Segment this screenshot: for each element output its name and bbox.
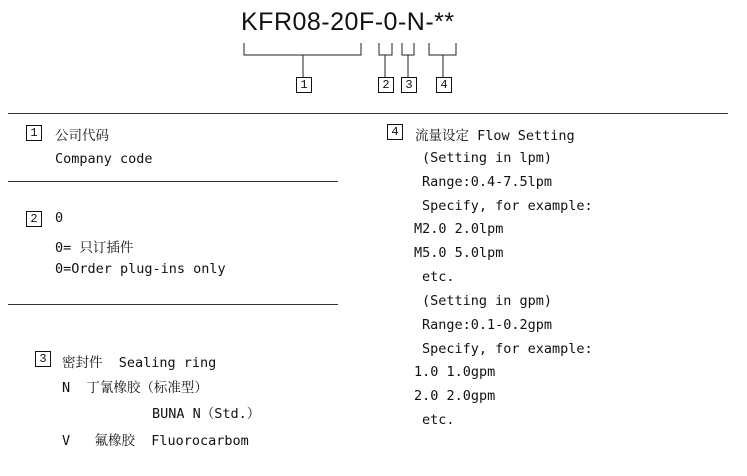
divider-2 bbox=[8, 304, 338, 305]
section3-number: 3 bbox=[35, 351, 51, 367]
section4-line: etc. bbox=[422, 269, 455, 285]
section4-line: Range:0.1-0.2gpm bbox=[422, 317, 553, 333]
section2-number: 2 bbox=[26, 211, 42, 227]
bracket-4 bbox=[429, 43, 456, 55]
segment-label-2: 2 bbox=[378, 77, 394, 93]
section4-line: Specify, for example: bbox=[422, 198, 593, 214]
section3-line: V 氟橡胶 Fluorocarbom bbox=[62, 433, 249, 449]
section4-line: etc. bbox=[422, 412, 455, 428]
section3-line: N 丁氰橡胶（标准型） bbox=[62, 380, 208, 396]
bracket-2 bbox=[379, 43, 392, 55]
section2-line: 0=Order plug-ins only bbox=[55, 261, 226, 277]
section4-line: 1.0 1.0gpm bbox=[414, 364, 496, 380]
bracket-3 bbox=[402, 43, 414, 55]
section3-line: BUNA N（Std.） bbox=[152, 406, 261, 422]
section4-line: Specify, for example: bbox=[422, 341, 593, 357]
section4-number: 4 bbox=[387, 124, 403, 140]
section4-line: M2.0 2.0lpm bbox=[414, 221, 504, 237]
section1-title: 公司代码 bbox=[55, 128, 109, 144]
section4-line: Range:0.4-7.5lpm bbox=[422, 174, 553, 190]
section1-number: 1 bbox=[26, 125, 42, 141]
bracket-1 bbox=[244, 43, 361, 55]
section1-text: Company code bbox=[55, 151, 153, 167]
section4-line: 2.0 2.0gpm bbox=[414, 388, 496, 404]
model-code: KFR08-20F-0-N-** bbox=[241, 8, 455, 36]
section2-line: 0= 只订插件 bbox=[55, 240, 134, 256]
section4-line: (Setting in gpm) bbox=[422, 293, 553, 309]
section2-title: 0 bbox=[55, 210, 64, 226]
section3-title: 密封件 Sealing ring bbox=[62, 355, 217, 371]
segment-label-3: 3 bbox=[401, 77, 417, 93]
section4-title: 流量设定 Flow Setting bbox=[415, 128, 575, 144]
section4-line: M5.0 5.0lpm bbox=[414, 245, 504, 261]
divider-1 bbox=[8, 181, 338, 182]
segment-label-1: 1 bbox=[296, 77, 312, 93]
section4-line: (Setting in lpm) bbox=[422, 150, 553, 166]
top-rule bbox=[8, 113, 728, 114]
segment-label-4: 4 bbox=[436, 77, 452, 93]
